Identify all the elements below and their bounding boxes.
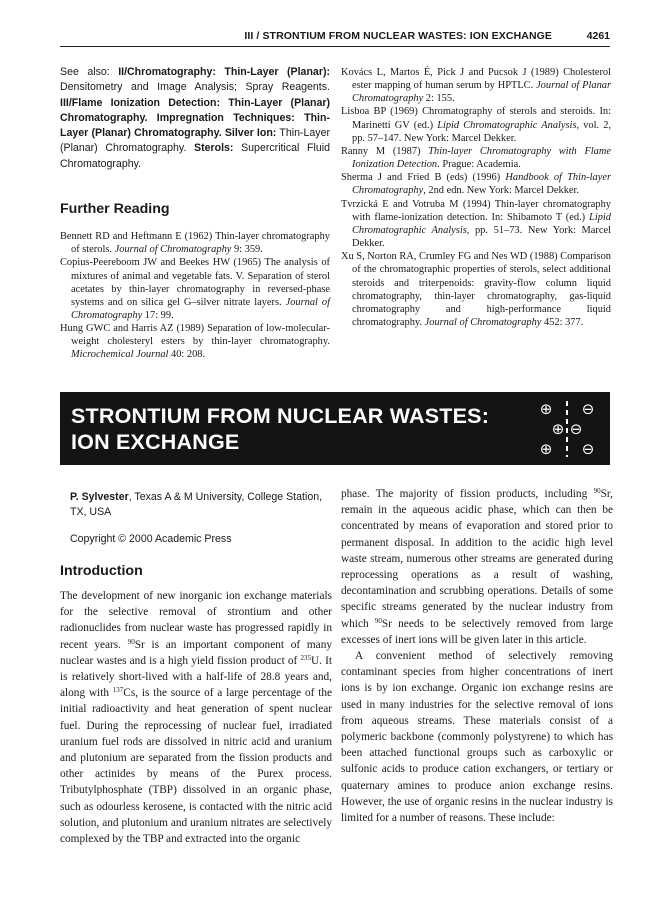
reference-item: Sherma J and Fried B (eds) (1996) Handbook of Thin-layer Chromatography, 2nd edn. New York: Marcel Dekker. (341, 172, 611, 197)
running-head (60, 28, 610, 46)
reference-item: Hung GWC and Harris AZ (1989) Separation of low-molecular-weight cholesteryl esters by thin-layer chromatography. Microchemical Journal 40: 208. (60, 323, 330, 361)
minus-ion-icon: ⊖ (581, 440, 595, 458)
paragraph: A convenient method of selectively removing contaminant species from higher concentrations of inert ions is by ion exchange. Organic ion exchange resins are used in many industries for the selective removal of ions from aqueous streams. These materials consist of a polymeric backbone (commonly polystyrene) to which has been attached functional groups such as carboxylic or sulfonic acids to produce cation exchangers, or tertiary or quaternary amines to produce anion exchange resins. However, the use of organic resins in the nuclear industry is limited for a number of reasons. These include: (341, 650, 613, 825)
right-column-top (341, 66, 611, 329)
see-also (60, 65, 330, 172)
page-number: 4261 (586, 30, 610, 42)
reference-item: Tvrzická E and Votruba M (1994) Thin-layer chromatography with flame-ionization detection. In: Shibamoto T (ed.) Lipid Chromatographic Analysis, pp. 51–73. New York: Marcel Dekker. (341, 198, 611, 250)
copyright-line: Copyright © 2000 Academic Press (70, 533, 232, 545)
body-column-right (341, 486, 613, 826)
see-also-link-2[interactable]: III/Flame Ionization Detection: Thin-Layer (Planar) Chromatography. Impregnation Techniques: Thin-Layer (Planar) Chromatography. Silver Ion: (60, 96, 330, 140)
further-reading-list-right (341, 66, 611, 329)
article-title-line-1: STRONTIUM FROM NUCLEAR WASTES: (71, 404, 490, 428)
reference-item: Bennett RD and Heftmann E (1962) Thin-layer chromatography of sterols. Journal of Chromatography 9: 359. (60, 231, 330, 256)
left-column-top (60, 65, 330, 362)
further-reading-list-left (60, 230, 330, 362)
author-line (70, 490, 332, 520)
plus-ion-icon: ⊕ (551, 420, 565, 438)
paragraph: The development of new inorganic ion exchange materials for the selective removal of strontium and other radionuclides from nuclear waste has progressed rapidly in recent years. $^{90}$Sr is an important component of many nuclear wastes and is a high yield fission product of $^{235}$U. It is relatively short-lived with a half-life of 28.8 years and, along with $^{137}$Cs, is the source of a large percentage of the initial radioactivity and heat generation of spent nuclear fuel. During the reprocessing of nuclear fuel, irradiated uranium fuel rods are dissolved in nitric acid and uranium and plutonium are separated from the fission products and other actinides by means of the Purex process. Tributylphosphate (TBP) dissolved in an organic phase, such as odourless kerosene, is contacted with the nitric acid solution, and plutonium and uranium nitrates are selectively complexed by the TBP and extracted into the organic (60, 590, 332, 846)
article-title-banner (60, 392, 610, 465)
reference-item: Copius-Peereboom JW and Beekes HW (1965) The analysis of mixtures of animal and vegetable fats. V. Separation of sterol acetates by thin-layer chromatography in reversed-phase systems and on silica gel G–silver nitrate layers. Journal of Chromatography 17: 99. (60, 257, 330, 322)
author-name: P. Sylvester (70, 491, 129, 503)
plus-ion-icon: ⊕ (539, 400, 553, 418)
author-affiliation: , Texas A & M University, College Station, TX, USA (70, 491, 323, 518)
reference-item: Xu S, Norton RA, Crumley FG and Nes WD (1988) Comparison of the chromatographic properties of sterols, select additional steroids and triterpenoids: gravity-flow column liquid chromatography, thin-layer chromatography, gas-liquid chromatography and high-performance liquid chromatography. Journal of Chromatography 452: 377. (341, 251, 611, 328)
header-rule (60, 46, 610, 47)
minus-ion-icon: ⊖ (569, 420, 583, 438)
running-head-title: III / STRONTIUM FROM NUCLEAR WASTES: ION EXCHANGE (244, 30, 552, 42)
minus-ion-icon: ⊖ (581, 400, 595, 418)
see-also-text-3: Supercritical Fluid Chromatography. (60, 142, 330, 170)
reference-item: Kovács L, Martos É, Pick J and Pucsok J (1989) Cholesterol ester mapping of human serum by HPTLC. Journal of Planar Chromatography 2: 155. (341, 67, 612, 105)
further-reading-heading: Further Reading (60, 201, 170, 218)
paragraph: phase. The majority of fission products, including $^{90}$Sr, remain in the aqueous acidic phase, which can then be concentrated by means of evaporation and stored prior to permanent disposal. In addition to the acidic high level waste stream, numerous other streams are generated during reprocessing operations as a result of washing, decontamination and scrubbing operations. Details of some specific streams generated by the nuclear industry from which $^{90}$Sr needs to be selectively removed from large excesses of inert ions will be given later in this article. (341, 487, 613, 646)
see-also-link-1[interactable]: II/Chromatography: Thin-Layer (Planar): (118, 66, 330, 78)
article-title-line-2: ION EXCHANGE (71, 430, 240, 454)
author-block (70, 490, 332, 547)
reference-item: Ranny M (1987) Thin-layer Chromatography with Flame Ionization Detection. Prague: Academia. (341, 145, 611, 171)
plus-ion-icon: ⊕ (539, 440, 553, 458)
article-title (71, 403, 489, 455)
introduction-heading: Introduction (60, 563, 143, 579)
ion-exchange-icon (536, 398, 598, 460)
body-column-left (60, 588, 332, 847)
see-also-lead: See also: (60, 66, 119, 78)
see-also-text-2: Thin-Layer (Planar) Chromatography. (60, 127, 331, 155)
see-also-link-3[interactable]: Sterols: (194, 142, 234, 155)
see-also-text-1: Densitometry and Image Analysis; Spray Reagents. (60, 81, 330, 94)
reference-item: Lisboa BP (1969) Chromatography of sterols and steroids. In: Marinetti GV (ed.) Lipid Chromatographic Analysis, vol. 2, pp. 57–147. New York: Marcel Dekker. (341, 106, 611, 144)
